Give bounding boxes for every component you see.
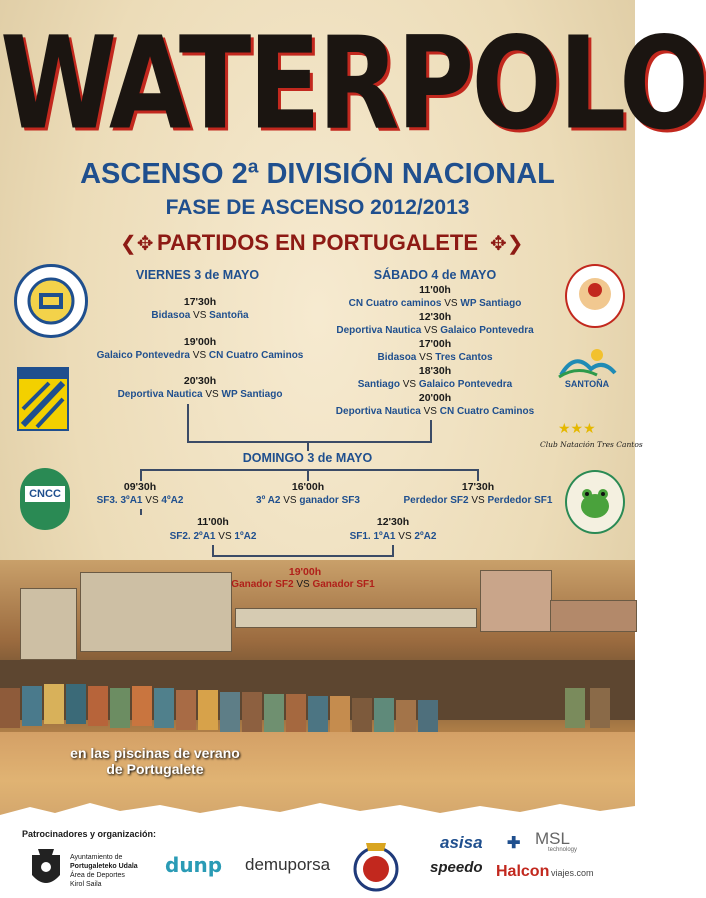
team-home: Perdedor SF2 bbox=[403, 495, 469, 506]
cncc-logo-icon bbox=[20, 468, 70, 530]
beach-hut bbox=[286, 694, 306, 734]
beach-hut bbox=[0, 688, 20, 728]
game-matchup bbox=[393, 495, 563, 506]
beach-hut bbox=[330, 696, 350, 736]
game-time: 17'00h bbox=[418, 338, 452, 350]
deportiva-nautica-logo-icon bbox=[14, 264, 88, 338]
game-matchup bbox=[320, 325, 550, 336]
vs-label: VS bbox=[444, 298, 458, 309]
villa-building bbox=[20, 588, 77, 660]
game-matchup bbox=[335, 352, 535, 363]
bracket-line bbox=[187, 441, 432, 443]
game-matchup bbox=[100, 310, 300, 321]
game-time: 16'00h bbox=[291, 481, 325, 493]
tower-building bbox=[480, 570, 552, 632]
rfen-logo-icon bbox=[350, 835, 402, 893]
tres-cantos-logo-text: Club Natación Tres Cantos bbox=[540, 440, 643, 449]
bracket-line bbox=[212, 545, 214, 555]
beach-hut bbox=[66, 684, 86, 724]
team-away: 2ºA2 bbox=[414, 531, 437, 542]
bracket-line bbox=[140, 509, 142, 515]
cncc-logo-text: CNCC bbox=[25, 486, 65, 502]
santona-logo-text: SANTOÑA bbox=[564, 379, 610, 389]
team-away: WP Santiago bbox=[221, 389, 283, 400]
game-time: 17'30h bbox=[461, 481, 495, 493]
team-away: CN Cuatro Caminos bbox=[208, 350, 304, 361]
team-away: 1ºA2 bbox=[234, 531, 257, 542]
team-away: Perdedor SF1 bbox=[487, 495, 553, 506]
asisa-cross-icon: ✚ bbox=[507, 835, 521, 852]
vs-label: VS bbox=[218, 531, 232, 542]
team-home: Galaico Pontevedra bbox=[96, 350, 190, 361]
large-building bbox=[80, 572, 232, 652]
beach-hut bbox=[220, 692, 240, 732]
team-away: CN Cuatro Caminos bbox=[439, 406, 535, 417]
sunday-heading: DOMINGO 3 de MAYO bbox=[242, 451, 373, 465]
promenade-wall bbox=[235, 608, 477, 628]
vs-label: VS bbox=[423, 406, 437, 417]
team-home: 3º A2 bbox=[256, 495, 281, 506]
vs-label: VS bbox=[283, 495, 297, 506]
vs-label: VS bbox=[402, 379, 417, 390]
venue-line-1: en las piscinas de verano bbox=[70, 745, 240, 761]
bracket-line bbox=[430, 420, 432, 442]
team-home: Deportiva Nautica bbox=[335, 406, 421, 417]
team-home: Santiago bbox=[357, 379, 400, 390]
bracket-line bbox=[307, 469, 309, 481]
sponsors-footer bbox=[0, 815, 635, 897]
team-away: WP Santiago bbox=[460, 298, 522, 309]
beach-hut bbox=[242, 692, 262, 732]
game-time: 19'00h bbox=[183, 336, 217, 348]
club-shield-logo-icon bbox=[17, 367, 69, 431]
game-time: 11'00h bbox=[419, 284, 451, 296]
bracket-line bbox=[392, 545, 394, 555]
vs-label: VS bbox=[205, 389, 219, 400]
team-home: SF2. 2ºA1 bbox=[169, 531, 216, 542]
bracket-line bbox=[212, 555, 394, 557]
demuporsa-logo: demuporsa bbox=[245, 855, 331, 874]
beach-hut bbox=[110, 688, 130, 728]
asisa-logo: asisa bbox=[440, 833, 483, 852]
venue-line-2: de Portugalete bbox=[106, 761, 204, 777]
ayuntamiento-block bbox=[70, 853, 138, 889]
ayuntamiento-name: Portugaleteko Udala bbox=[70, 863, 138, 870]
beach-hut bbox=[198, 690, 218, 730]
hillside-houses bbox=[550, 600, 637, 632]
team-home: Ganador SF2 bbox=[231, 579, 294, 590]
poster-title: WATERPOLO bbox=[0, 8, 706, 158]
beach-hut bbox=[264, 694, 284, 734]
beach-hut bbox=[308, 696, 328, 736]
subtitle-venue-games: PARTIDOS EN PORTUGALETE bbox=[156, 230, 479, 255]
game-time: 20'00h bbox=[418, 392, 452, 404]
vs-label: VS bbox=[419, 352, 433, 363]
team-home: SF1. 1ºA1 bbox=[349, 531, 396, 542]
saturday-heading: SÁBADO 4 de MAYO bbox=[373, 268, 497, 282]
santona-logo-icon bbox=[557, 345, 617, 391]
game-time: 17'30h bbox=[183, 296, 217, 308]
game-time: 11'00h bbox=[197, 516, 229, 528]
game-matchup bbox=[335, 298, 535, 309]
vs-label: VS bbox=[424, 325, 438, 336]
subtitle-division: ASCENSO 2ª DIVISIÓN NACIONAL bbox=[80, 158, 555, 190]
team-away: Ganador SF1 bbox=[312, 579, 375, 590]
team-home: Bidasoa bbox=[377, 352, 417, 363]
beach-hut bbox=[44, 684, 64, 724]
team-home: SF3. 3ºA1 bbox=[96, 495, 143, 506]
beach-hut bbox=[565, 688, 585, 728]
portugalete-coat-of-arms-icon bbox=[28, 847, 64, 891]
msl-logo-subtext: technology bbox=[548, 847, 578, 853]
friday-heading: VIERNES 3 de MAYO bbox=[135, 268, 260, 282]
tres-cantos-logo bbox=[540, 420, 643, 456]
team-away: Galaico Pontevedra bbox=[440, 325, 534, 336]
game-matchup bbox=[100, 389, 300, 400]
vs-label: VS bbox=[192, 350, 207, 361]
kirol-saila-line: Kirol Saila bbox=[70, 881, 102, 888]
vs-label: VS bbox=[398, 531, 412, 542]
game-time: 12'30h bbox=[418, 311, 452, 323]
game-time: 12'30h bbox=[376, 516, 410, 528]
dunp-logo: dunp bbox=[165, 853, 223, 877]
team-away: 4ºA2 bbox=[161, 495, 184, 506]
ornament-right-icon: ✥❯ bbox=[490, 233, 524, 255]
game-matchup bbox=[320, 379, 550, 390]
torn-paper-edge bbox=[0, 797, 635, 819]
vs-label: VS bbox=[471, 495, 485, 506]
game-time: 18'30h bbox=[418, 365, 452, 377]
game-time: 09'30h bbox=[123, 481, 157, 493]
bracket-line bbox=[307, 441, 309, 451]
team-home: Deportiva Nautica bbox=[117, 389, 203, 400]
bracket-line bbox=[140, 469, 478, 471]
team-home: Bidasoa bbox=[151, 310, 191, 321]
beach-hut bbox=[132, 686, 152, 726]
sponsors-label: Patrocinadores y organización: bbox=[22, 829, 157, 839]
team-home: CN Cuatro caminos bbox=[348, 298, 442, 309]
waterpolo-santurtzi-logo-icon bbox=[565, 470, 625, 534]
game-time: 20'30h bbox=[183, 375, 217, 387]
bracket-line bbox=[187, 404, 189, 442]
bracket-line bbox=[477, 469, 479, 481]
game-matchup bbox=[85, 350, 315, 361]
area-deportes-line: Área de Deportes bbox=[70, 872, 125, 879]
beach-hut bbox=[22, 686, 42, 726]
final-game-time: 19'00h bbox=[288, 566, 322, 578]
star-icon: ★★★ bbox=[558, 420, 596, 436]
vs-label: VS bbox=[145, 495, 159, 506]
speedo-logo: speedo bbox=[430, 859, 483, 876]
team-away: Galaico Pontevedra bbox=[418, 379, 513, 390]
team-away: ganador SF3 bbox=[299, 495, 360, 506]
game-matchup bbox=[228, 495, 388, 506]
ornament-left-icon: ❮✥ bbox=[120, 233, 154, 255]
team-away: Santoña bbox=[209, 310, 249, 321]
team-away: Tres Cantos bbox=[435, 352, 493, 363]
ayuntamiento-line: Ayuntamiento de bbox=[70, 854, 123, 861]
bracket-line bbox=[140, 469, 142, 481]
game-matchup bbox=[80, 495, 200, 506]
halcon-logo-suffix: viajes.com bbox=[551, 868, 594, 878]
game-matchup bbox=[320, 406, 550, 417]
game-matchup bbox=[333, 531, 453, 542]
beach-hut bbox=[590, 688, 610, 728]
wp-santiago-logo-icon bbox=[565, 264, 625, 328]
vs-label: VS bbox=[296, 579, 310, 590]
historic-beach-illustration bbox=[0, 560, 635, 830]
team-home: Deportiva Nautica bbox=[336, 325, 422, 336]
beach-hut bbox=[88, 686, 108, 726]
game-matchup bbox=[153, 531, 273, 542]
venue-text bbox=[25, 745, 285, 777]
halcon-logo: Halcon bbox=[496, 863, 550, 880]
beach-hut bbox=[154, 688, 174, 728]
subtitle-phase: FASE DE ASCENSO 2012/2013 bbox=[165, 196, 470, 219]
beach-hut bbox=[176, 690, 196, 730]
final-game-matchup bbox=[213, 579, 393, 590]
msl-logo: MSL bbox=[535, 829, 570, 848]
vs-label: VS bbox=[193, 310, 207, 321]
